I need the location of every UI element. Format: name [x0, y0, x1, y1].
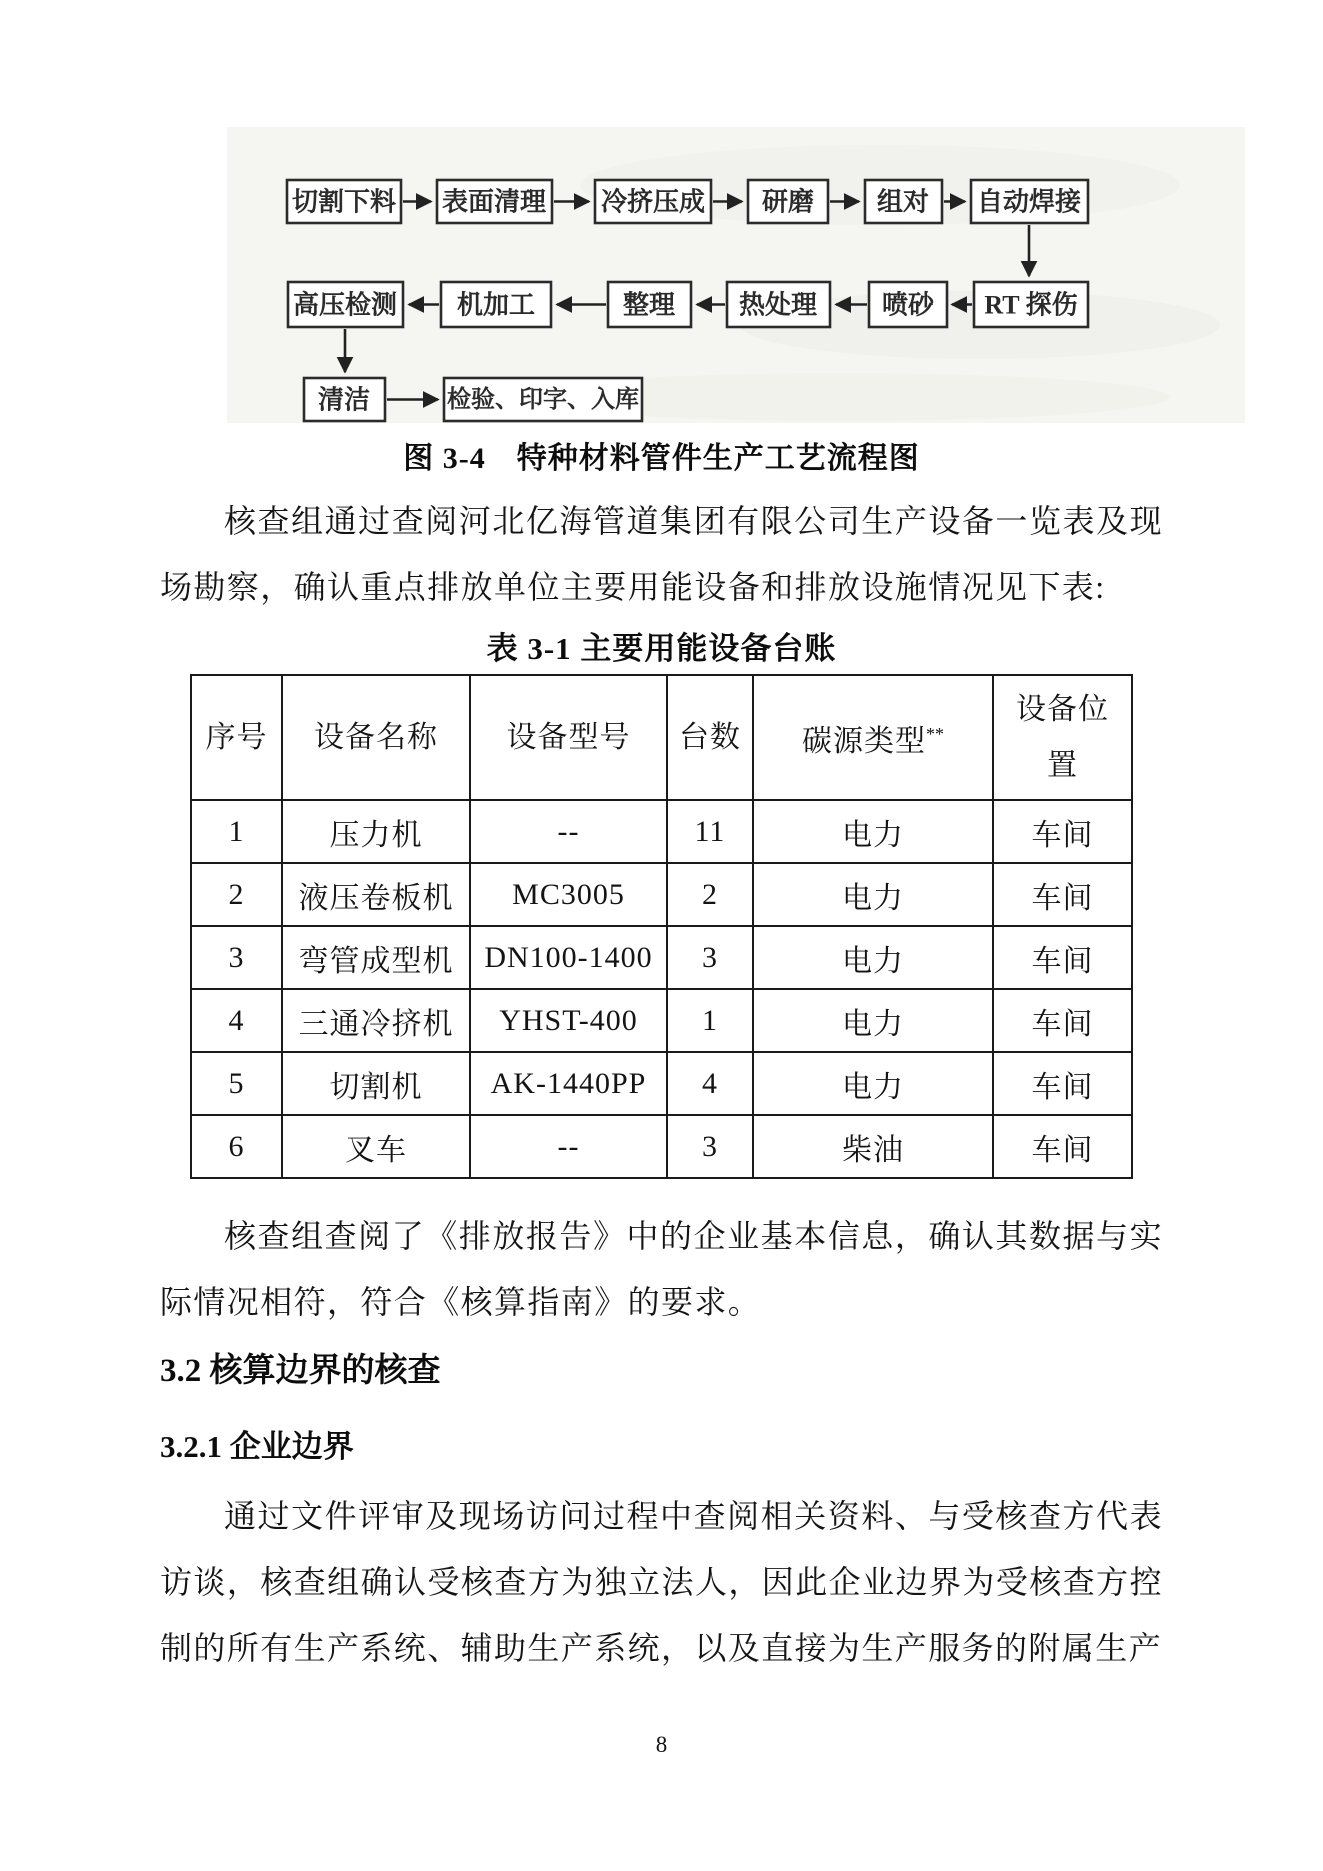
cell-model: AK-1440PP — [470, 1052, 667, 1115]
paragraph-report-check: 核查组查阅了《排放报告》中的企业基本信息，确认其数据与实际情况相符，符合《核算指南》的要求。 — [160, 1218, 1163, 1320]
table-title: 表 3-1 主要用能设备台账 — [486, 631, 837, 666]
table-row — [191, 989, 1132, 1052]
table-row — [191, 1052, 1132, 1115]
svg-text:RT 探伤: RT 探伤 — [984, 290, 1078, 320]
svg-text:冷挤压成: 冷挤压成 — [600, 187, 706, 217]
svg-text:机加工: 机加工 — [456, 290, 536, 320]
cell-carbon-source: 电力 — [753, 800, 993, 863]
flow-step-cut — [287, 180, 401, 223]
flow-step-heat-treatment — [727, 282, 830, 327]
col-header-carbon-source — [753, 675, 993, 800]
svg-text:切割下料: 切割下料 — [291, 187, 397, 217]
svg-text:组对: 组对 — [876, 187, 930, 217]
table-row — [191, 1115, 1132, 1178]
svg-text:喷砂: 喷砂 — [881, 290, 935, 320]
page-number: 8 — [655, 1732, 668, 1757]
flow-step-rt-inspection — [974, 282, 1088, 327]
flow-step-machining — [441, 282, 551, 327]
cell-device-name: 切割机 — [282, 1052, 470, 1115]
flow-step-surface-clean — [437, 180, 552, 223]
table-header-row — [191, 675, 1132, 800]
cell-device-name: 弯管成型机 — [282, 926, 470, 989]
flow-step-grinding — [748, 180, 828, 223]
table-row — [191, 800, 1132, 863]
cell-carbon-source: 电力 — [753, 1052, 993, 1115]
header-superscript: ** — [926, 723, 944, 744]
cell-count: 2 — [667, 863, 753, 926]
svg-text:研磨: 研磨 — [761, 187, 815, 217]
equipment-table — [190, 674, 1133, 1179]
cell-index: 6 — [191, 1115, 282, 1178]
flow-step-hp-test — [288, 282, 403, 327]
svg-text:表面清理: 表面清理 — [441, 187, 547, 217]
cell-model: MC3005 — [470, 863, 667, 926]
col-header-device-name: 设备名称 — [282, 675, 470, 800]
cell-count: 11 — [667, 800, 753, 863]
svg-text:清洁: 清洁 — [317, 385, 371, 415]
cell-index: 3 — [191, 926, 282, 989]
svg-text:热处理: 热处理 — [738, 290, 818, 320]
cell-index: 5 — [191, 1052, 282, 1115]
flow-step-cold-extrusion — [595, 180, 711, 223]
col-header-index: 序号 — [191, 675, 282, 800]
cell-count: 3 — [667, 1115, 753, 1178]
cell-location: 车间 — [993, 926, 1132, 989]
flow-step-sandblast — [869, 282, 947, 327]
heading-3-2: 3.2 核算边界的核查 — [160, 1353, 441, 1389]
table-row — [191, 863, 1132, 926]
figure-caption: 图 3-4 特种材料管件生产工艺流程图 — [403, 442, 920, 475]
col-header-count: 台数 — [667, 675, 753, 800]
cell-model: -- — [470, 1115, 667, 1178]
paragraph-equipment-intro: 核查组通过查阅河北亿海管道集团有限公司生产设备一览表及现场勘察，确认重点排放单位主要用能设备和排放设施情况见下表: — [160, 503, 1163, 605]
cell-model: -- — [470, 800, 667, 863]
process-flow-diagram — [0, 0, 1323, 440]
cell-count: 3 — [667, 926, 753, 989]
cell-carbon-source: 电力 — [753, 863, 993, 926]
flow-step-finishing — [608, 282, 691, 327]
heading-3-2-1: 3.2.1 企业边界 — [160, 1429, 354, 1464]
paragraph-enterprise-boundary: 通过文件评审及现场访问过程中查阅相关资料、与受核查方代表访谈，核查组确认受核查方为独立法人，因此企业边界为受核查方控制的所有生产系统、辅助生产系统，以及直接为生产服务的附属生产 — [160, 1498, 1163, 1666]
col-header-carbon-source-label: 碳源类型 — [802, 724, 926, 758]
cell-device-name: 液压卷板机 — [282, 863, 470, 926]
cell-location: 车间 — [993, 989, 1132, 1052]
svg-text:高压检测: 高压检测 — [292, 290, 398, 320]
cell-model: DN100-1400 — [470, 926, 667, 989]
cell-device-name: 三通冷挤机 — [282, 989, 470, 1052]
table-row — [191, 926, 1132, 989]
cell-index: 2 — [191, 863, 282, 926]
cell-location: 车间 — [993, 863, 1132, 926]
flow-step-assembly — [865, 180, 942, 223]
cell-carbon-source: 柴油 — [753, 1115, 993, 1178]
flow-diagram-canvas — [0, 125, 1323, 440]
cell-count: 1 — [667, 989, 753, 1052]
cell-device-name: 压力机 — [282, 800, 470, 863]
flow-step-inspect-mark-store — [444, 378, 642, 421]
cell-index: 1 — [191, 800, 282, 863]
cell-model: YHST-400 — [470, 989, 667, 1052]
col-header-location-label: 设备位置 — [1016, 692, 1109, 782]
svg-text:自动焊接: 自动焊接 — [976, 187, 1082, 217]
cell-carbon-source: 电力 — [753, 926, 993, 989]
cell-location: 车间 — [993, 800, 1132, 863]
flow-step-auto-welding — [971, 180, 1088, 223]
cell-index: 4 — [191, 989, 282, 1052]
svg-text:检验、印字、入库: 检验、印字、入库 — [447, 387, 639, 413]
cell-device-name: 叉车 — [282, 1115, 470, 1178]
cell-count: 4 — [667, 1052, 753, 1115]
col-header-model: 设备型号 — [470, 675, 667, 800]
flow-step-cleaning — [304, 378, 385, 421]
cell-location: 车间 — [993, 1115, 1132, 1178]
col-header-location — [993, 675, 1132, 800]
cell-location: 车间 — [993, 1052, 1132, 1115]
svg-text:整理: 整理 — [622, 290, 676, 320]
cell-carbon-source: 电力 — [753, 989, 993, 1052]
